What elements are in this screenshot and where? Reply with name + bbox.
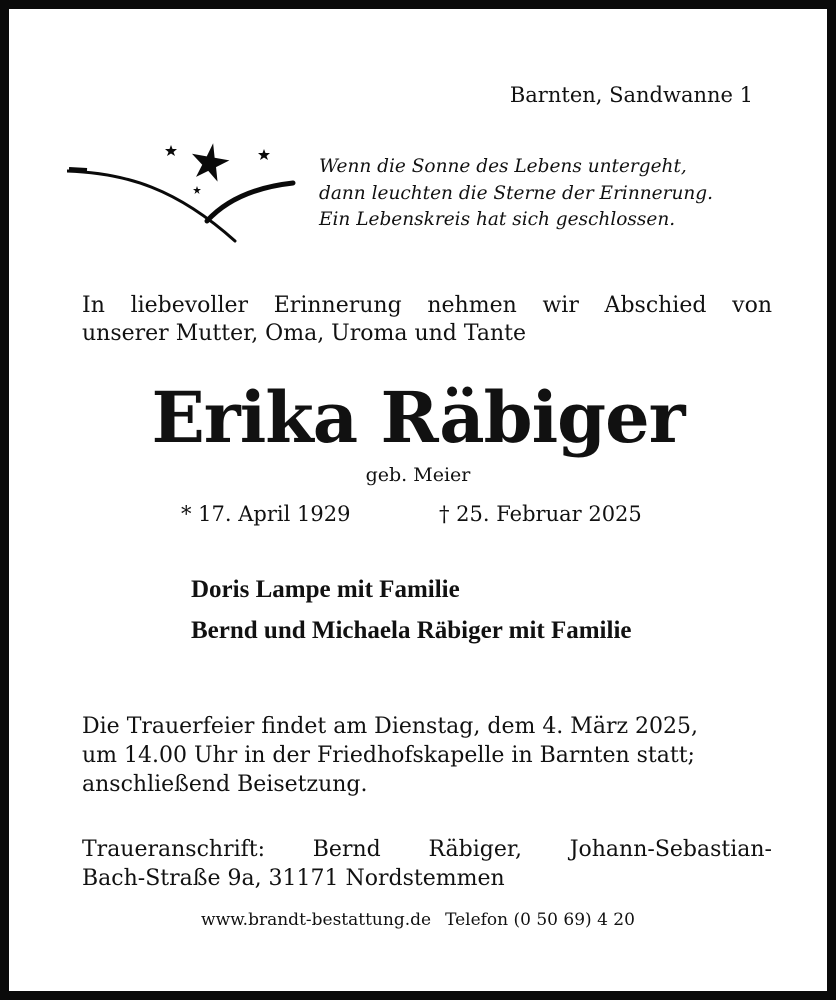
- quote-line: Wenn die Sonne des Lebens untergeht,: [319, 156, 687, 177]
- sender-address: Barnten, Sandwanne 1: [509, 83, 753, 107]
- mourner-entry: Bernd und Michaela Räbiger mit Familie: [191, 617, 632, 644]
- intro-text: [82, 292, 772, 348]
- mourner-entry: Doris Lampe mit Familie: [191, 576, 460, 603]
- intro-line: In liebevoller Erinnerung nehmen wir Abschied von: [82, 293, 772, 318]
- service-line: um 14.00 Uhr in der Friedhofskapelle in Barnten statt;: [82, 743, 695, 768]
- death-date: † 25. Februar 2025: [439, 502, 642, 526]
- birth-date: * 17. April 1929: [181, 502, 351, 526]
- mourning-address: [82, 835, 772, 893]
- memorial-quote: [319, 154, 713, 234]
- maiden-name: geb. Meier: [365, 464, 471, 486]
- funeral-service-info: [82, 712, 698, 799]
- intro-line: unserer Mutter, Oma, Uroma und Tante: [82, 321, 526, 346]
- website-link[interactable]: www.brandt-bestattung.de: [201, 910, 432, 930]
- quote-line: Ein Lebenskreis hat sich geschlossen.: [319, 209, 676, 230]
- service-line: anschließend Beisetzung.: [82, 772, 368, 797]
- phone-number: Telefon (0 50 69) 4 20: [445, 910, 635, 930]
- stars-over-hills-icon: [67, 129, 307, 254]
- deceased-name: Erika Räbiger: [151, 376, 685, 459]
- mourning-address-line: Bach-Straße 9a, 31171 Nordstemmen: [82, 866, 505, 891]
- service-line: Die Trauerfeier findet am Dienstag, dem 4. März 2025,: [82, 714, 699, 739]
- mourners-list: [191, 569, 632, 651]
- quote-line: dann leuchten die Sterne der Erinnerung.: [319, 182, 714, 204]
- mourning-address-line: Traueranschrift: Bernd Räbiger, Johann-Sebastian-: [82, 837, 772, 862]
- funeral-home-footer: [9, 910, 827, 930]
